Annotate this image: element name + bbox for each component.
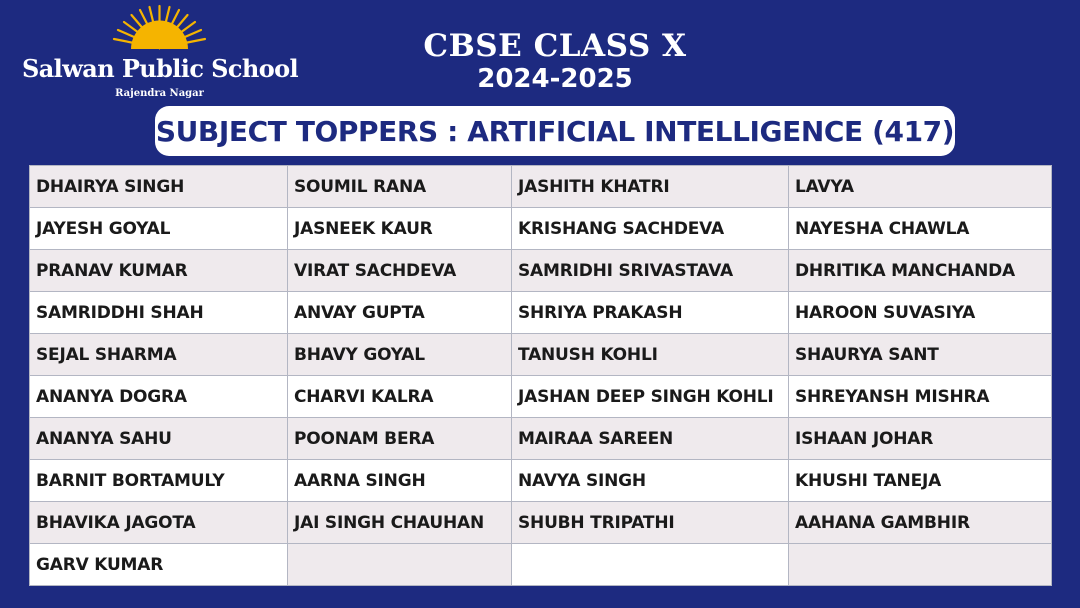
table-cell: AARNA SINGH <box>288 460 512 502</box>
table-row <box>30 418 1052 460</box>
table-cell: GARV KUMAR <box>30 544 288 586</box>
table-cell: SEJAL SHARMA <box>30 334 288 376</box>
table-cell: TANUSH KOHLI <box>512 334 789 376</box>
table-cell-empty <box>512 544 789 586</box>
table-row <box>30 460 1052 502</box>
table-cell: SAMRIDHI SRIVASTAVA <box>512 250 789 292</box>
table-cell: ANANYA DOGRA <box>30 376 288 418</box>
table-row <box>30 544 1052 586</box>
table-row <box>30 334 1052 376</box>
table-cell: SHREYANSH MISHRA <box>789 376 1052 418</box>
rising-sun-icon <box>107 4 212 50</box>
table-cell: BHAVIKA JAGOTA <box>30 502 288 544</box>
table-cell: KHUSHI TANEJA <box>789 460 1052 502</box>
table-cell: LAVYA <box>789 166 1052 208</box>
table-cell: JASHAN DEEP SINGH KOHLI <box>512 376 789 418</box>
school-branch: Rajendra Nagar <box>115 88 204 99</box>
table-cell: NAYESHA CHAWLA <box>789 208 1052 250</box>
table-row <box>30 292 1052 334</box>
table-cell: JAYESH GOYAL <box>30 208 288 250</box>
session-year: 2024-2025 <box>477 64 633 94</box>
table-cell: NAVYA SINGH <box>512 460 789 502</box>
table-cell: BHAVY GOYAL <box>288 334 512 376</box>
table-cell: ISHAAN JOHAR <box>789 418 1052 460</box>
table-cell: DHRITIKA MANCHANDA <box>789 250 1052 292</box>
table-row <box>30 502 1052 544</box>
table-cell-empty <box>789 544 1052 586</box>
table-cell: JAI SINGH CHAUHAN <box>288 502 512 544</box>
table-row <box>30 208 1052 250</box>
table-cell: ANANYA SAHU <box>30 418 288 460</box>
table-row <box>30 376 1052 418</box>
table-cell: PRANAV KUMAR <box>30 250 288 292</box>
table-cell: KRISHANG SACHDEVA <box>512 208 789 250</box>
table-cell: SAMRIDDHI SHAH <box>30 292 288 334</box>
table-row <box>30 166 1052 208</box>
table-cell: MAIRAA SAREEN <box>512 418 789 460</box>
table-cell: HAROON SUVASIYA <box>789 292 1052 334</box>
table-cell: CHARVI KALRA <box>288 376 512 418</box>
table-cell: SHAURYA SANT <box>789 334 1052 376</box>
table-cell: DHAIRYA SINGH <box>30 166 288 208</box>
table-cell: JASHITH KHATRI <box>512 166 789 208</box>
table-cell: BARNIT BORTAMULY <box>30 460 288 502</box>
table-cell-empty <box>288 544 512 586</box>
subtitle-text: SUBJECT TOPPERS : ARTIFICIAL INTELLIGENCE (417) <box>155 114 955 148</box>
table-cell: SHUBH TRIPATHI <box>512 502 789 544</box>
toppers-table <box>29 165 1052 586</box>
table-cell: AAHANA GAMBHIR <box>789 502 1052 544</box>
table-cell: JASNEEK KAUR <box>288 208 512 250</box>
table-cell: POONAM BERA <box>288 418 512 460</box>
school-name: Salwan Public School <box>22 54 299 83</box>
page-title: CBSE CLASS X <box>423 28 687 64</box>
subtitle-banner <box>155 106 955 156</box>
table-cell: SHRIYA PRAKASH <box>512 292 789 334</box>
school-logo <box>22 4 297 100</box>
table-cell: SOUMIL RANA <box>288 166 512 208</box>
table-row <box>30 250 1052 292</box>
table-cell: VIRAT SACHDEVA <box>288 250 512 292</box>
table-cell: ANVAY GUPTA <box>288 292 512 334</box>
